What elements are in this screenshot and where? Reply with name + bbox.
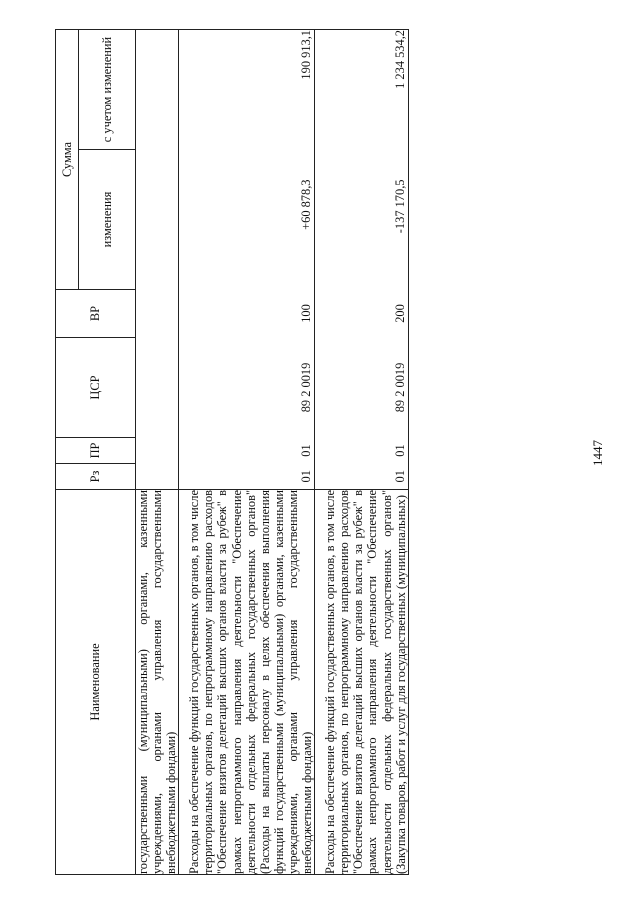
row-rz: 01 bbox=[179, 464, 315, 490]
row-with-changes: 1 234 534,2 bbox=[315, 30, 409, 150]
row-changes: -137 170,5 bbox=[315, 150, 409, 290]
row-rz bbox=[136, 464, 179, 490]
header-vr: ВР bbox=[56, 290, 136, 338]
header-sum-group: Сумма bbox=[56, 30, 79, 290]
row-changes bbox=[136, 150, 179, 290]
budget-table bbox=[55, 29, 409, 875]
row-vr: 100 bbox=[179, 290, 315, 338]
row-csr: 89 2 0019 bbox=[315, 338, 409, 438]
row-pr: 01 bbox=[179, 438, 315, 464]
row-changes: +60 878,3 bbox=[179, 150, 315, 290]
row-vr bbox=[136, 290, 179, 338]
row-name: государственными (муниципальными) органами, казенными учреждениями, органами управления государственными внебюджетными фондами) bbox=[136, 490, 179, 874]
row-name: Расходы на обеспечение функций государственных органов, в том числе территориальных органов, по непрограммному направлению расходов "Обеспечение визитов делегаций высших органов власти за рубеж" в рамках непрограммного направления деятельности "Обеспечение деятельности отдельных федеральных государственных органов" (Закупка товаров, работ и услуг для государственных (муниципальных) bbox=[315, 490, 409, 875]
table-row bbox=[315, 30, 409, 875]
row-rz: 01 bbox=[315, 464, 409, 490]
header-with-changes: с учетом изменений bbox=[79, 30, 136, 150]
table-row bbox=[179, 30, 315, 875]
row-csr bbox=[136, 338, 179, 438]
row-with-changes: 190 913,1 bbox=[179, 30, 315, 150]
row-with-changes bbox=[136, 30, 179, 150]
row-csr: 89 2 0019 bbox=[179, 338, 315, 438]
row-vr: 200 bbox=[315, 290, 409, 338]
header-csr: ЦСР bbox=[56, 338, 136, 438]
page-number: 1447 bbox=[590, 440, 605, 466]
row-pr: 01 bbox=[315, 438, 409, 464]
header-name: Наименование bbox=[56, 490, 136, 875]
row-pr bbox=[136, 438, 179, 464]
header-rz: Рз bbox=[56, 464, 136, 490]
table-row bbox=[136, 30, 179, 875]
header-changes: изменения bbox=[79, 150, 136, 290]
header-pr: ПР bbox=[56, 438, 136, 464]
row-name: Расходы на обеспечение функций государственных органов, в том числе территориальных органов, по непрограммному направлению расходов "Обеспечение визитов делегаций высших органов власти за рубеж" в рамках непрограммного направления деятельности "Обеспечение деятельности отдельных федеральных государственных органов" (Расходы на выплаты персоналу в целях обеспечения выполнения функций государственными (муниципальными) органами, казенными учреждениями, органами управления государственными внебюджетными фондами) bbox=[179, 490, 315, 875]
